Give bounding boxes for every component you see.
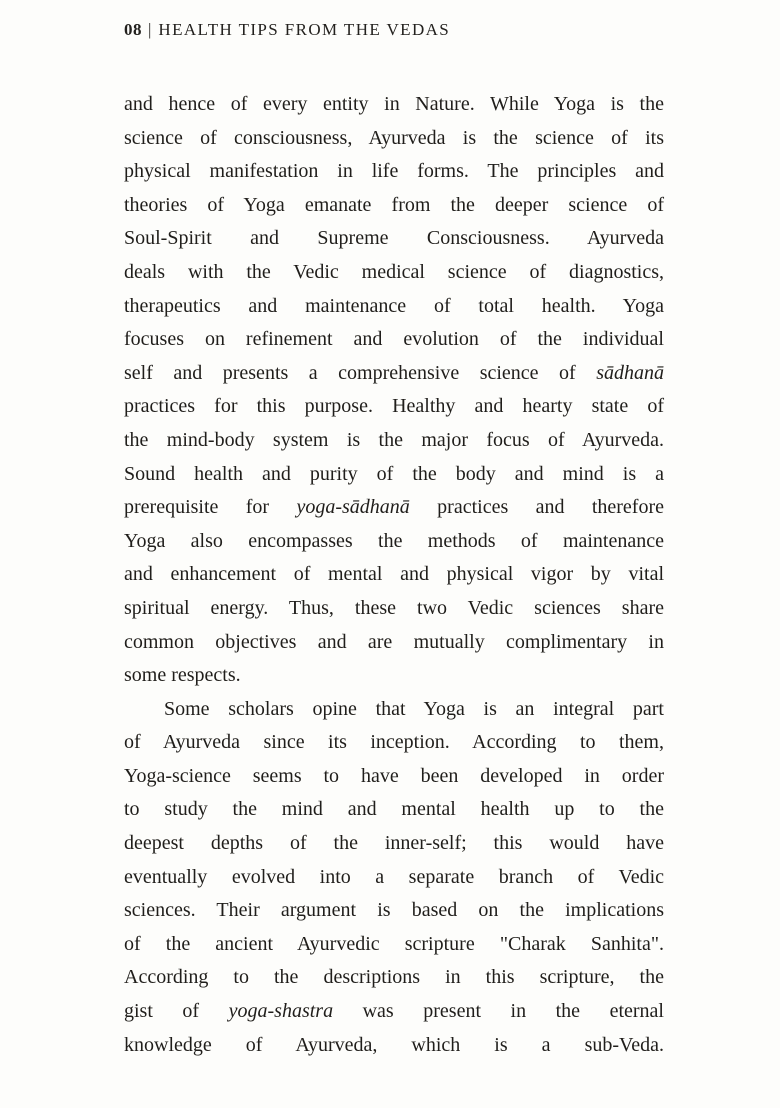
text-segment: Yoga-science seems to have been developed in order — [124, 764, 664, 787]
text-line — [124, 290, 664, 324]
text-line — [124, 222, 664, 256]
text-line — [124, 592, 664, 626]
text-line — [124, 256, 664, 290]
text-segment: Yoga also encompasses the methods of maintenance — [124, 529, 664, 552]
text-segment: of Ayurveda since its inception. According to them, — [124, 731, 664, 754]
italic-term: sādhanā — [596, 361, 664, 384]
paragraph — [124, 693, 664, 1063]
text-segment: Soul-Spirit and Supreme Consciousness. Ayurveda — [124, 227, 664, 250]
text-segment: Some scholars opine that Yoga is an integral part — [164, 697, 664, 720]
text-segment: common objectives and are mutually complimentary in — [124, 630, 664, 653]
text-segment: physical manifestation in life forms. The principles and — [124, 160, 664, 183]
text-line — [124, 659, 664, 693]
text-line — [124, 726, 664, 760]
text-line — [124, 1029, 664, 1063]
text-segment: the mind-body system is the major focus of Ayurveda. — [124, 428, 664, 451]
paragraph — [124, 88, 664, 693]
text-segment: sciences. Their argument is based on the implications — [124, 899, 664, 922]
text-segment: prerequisite for — [124, 496, 297, 519]
text-line — [124, 693, 664, 727]
text-segment: knowledge of Ayurveda, which is a sub-Veda. — [124, 1033, 664, 1056]
text-line — [124, 122, 664, 156]
text-segment: gist of — [124, 1000, 229, 1023]
text-segment: practices and therefore — [409, 496, 665, 519]
text-line — [124, 558, 664, 592]
text-line — [124, 155, 664, 189]
text-line — [124, 793, 664, 827]
text-segment: practices for this purpose. Healthy and hearty state of — [124, 395, 664, 418]
text-line — [124, 390, 664, 424]
text-line — [124, 961, 664, 995]
text-line — [124, 189, 664, 223]
text-line — [124, 928, 664, 962]
running-title: HEALTH TIPS FROM THE VEDAS — [158, 20, 451, 39]
text-segment: deals with the Vedic medical science of diagnostics, — [124, 260, 664, 283]
italic-term: yoga-shastra — [228, 1000, 334, 1023]
text-segment: theories of Yoga emanate from the deeper science of — [124, 193, 664, 216]
text-line — [124, 894, 664, 928]
text-segment: self and presents a comprehensive science of — [124, 361, 597, 384]
text-segment: Sound health and purity of the body and mind is a — [124, 462, 664, 485]
text-segment: eventually evolved into a separate branch of Vedic — [124, 865, 664, 888]
running-header — [124, 20, 450, 40]
text-segment: to study the mind and mental health up to the — [124, 798, 664, 821]
text-segment: and hence of every entity in Nature. While Yoga is the — [124, 93, 664, 115]
text-line — [124, 827, 664, 861]
page-body-text — [124, 88, 664, 1062]
text-segment: According to the descriptions in this scripture, the — [124, 966, 664, 989]
text-segment: of the ancient Ayurvedic scripture "Charak Sanhita". — [124, 932, 664, 955]
text-line — [124, 323, 664, 357]
text-segment: some respects. — [124, 664, 241, 687]
header-separator: | — [148, 20, 152, 39]
page-number: 08 — [124, 20, 142, 39]
text-line — [124, 760, 664, 794]
italic-term: yoga-sādhanā — [296, 496, 410, 519]
text-segment: spiritual energy. Thus, these two Vedic sciences share — [124, 596, 664, 619]
text-line — [124, 491, 664, 525]
text-line — [124, 357, 664, 391]
text-segment: focuses on refinement and evolution of the individual — [124, 328, 664, 351]
text-segment: was present in the eternal — [333, 1000, 664, 1023]
text-segment: therapeutics and maintenance of total health. Yoga — [124, 294, 664, 317]
text-line — [124, 861, 664, 895]
text-line — [124, 995, 664, 1029]
text-segment: and enhancement of mental and physical vigor by vital — [124, 563, 664, 586]
text-line — [124, 88, 664, 122]
text-line — [124, 626, 664, 660]
text-segment: deepest depths of the inner-self; this would have — [124, 832, 664, 855]
text-line — [124, 424, 664, 458]
text-line — [124, 525, 664, 559]
text-segment: science of consciousness, Ayurveda is the science of its — [124, 126, 664, 149]
text-line — [124, 458, 664, 492]
